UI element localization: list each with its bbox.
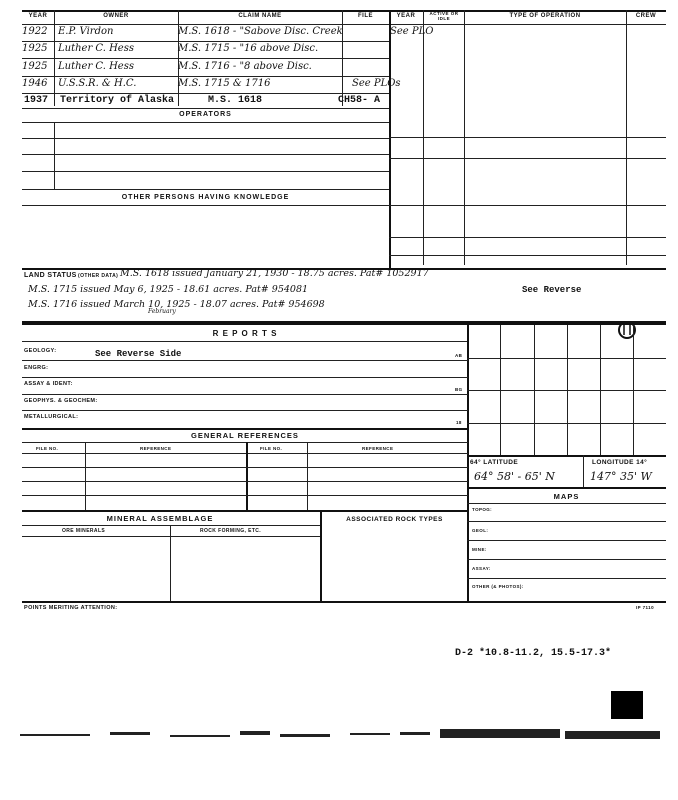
report-code-geology: AB (455, 353, 463, 358)
col-claim-name: CLAIM NAME (238, 13, 282, 19)
owner-row-3-claim: M.S. 1716 - "8 above Disc. (178, 61, 312, 72)
ref-header-file-no-2: FILE NO. (260, 446, 283, 451)
col-divider (170, 525, 171, 603)
reports-rule (22, 341, 468, 342)
maps-mine-label: MINE: (472, 547, 487, 552)
scan-noise (20, 726, 668, 748)
row-rule (22, 41, 389, 42)
col-divider (85, 442, 86, 510)
row-rule (22, 76, 389, 77)
row-rule (22, 467, 468, 468)
row-rule (22, 360, 468, 361)
row-rule (22, 428, 468, 430)
maps-geol-label: GEOL: (472, 528, 489, 533)
typed-row-file: CH58- A (338, 95, 381, 106)
grid-line (467, 390, 666, 391)
row-rule (389, 205, 666, 206)
row-rule (467, 540, 666, 541)
row-rule (467, 503, 666, 504)
redaction-block (611, 691, 643, 719)
report-label-geophys: GEOPHYS. & GEOCHEM: (24, 398, 98, 404)
grid-line (467, 455, 666, 457)
col-divider (389, 10, 391, 270)
land-status-line-1: M.S. 1618 issued January 21, 1930 - 18.75 acres. Pat# 1052917 (120, 268, 429, 279)
maps-other-label: OTHER (& PHOTOS): (472, 584, 524, 589)
row-rule (389, 158, 666, 159)
land-status-correction: February (148, 308, 176, 315)
points-meriting-attention-label: POINTS MERITING ATTENTION: (24, 605, 118, 611)
report-label-geology: GEOLOGY: (24, 348, 57, 354)
col-year: YEAR (28, 13, 48, 19)
row-rule (22, 442, 468, 443)
row-rule (22, 453, 468, 454)
operators-rule (22, 108, 389, 109)
row-rule (22, 58, 389, 59)
see-reverse-note: See Reverse (522, 285, 582, 295)
report-value-geology: See Reverse Side (95, 349, 182, 359)
ref-header-file-no-1: FILE NO. (36, 446, 59, 451)
row-rule (467, 578, 666, 579)
report-code-assay: BG (455, 387, 463, 392)
owner-row-3-owner: Luther C. Hess (58, 61, 134, 72)
col-type-of-operation: TYPE OF OPERATION (509, 13, 581, 19)
operators-title: OPERATORS (179, 111, 232, 118)
owner-row-2-owner: Luther C. Hess (58, 43, 134, 54)
col-ore-minerals: ORE MINERALS (62, 528, 106, 534)
owner-row-1-claim: M.S. 1618 - "Sabove Disc. Creek (178, 26, 343, 37)
row-rule (389, 255, 666, 256)
latitude-value: 64° 58' - 65' N (474, 470, 555, 483)
owner-row-1-owner: E.P. Virdon (58, 26, 114, 37)
ref-header-reference-1: REFERENCE (140, 446, 172, 451)
land-status-line-2: M.S. 1715 issued May 6, 1925 - 18.61 acres. Pat# 954081 (28, 284, 309, 295)
land-status-line-3: M.S. 1716 issued March 10, 1925 - 18.07 acres. Pat# 954698 (28, 299, 325, 310)
section-bar (22, 321, 666, 325)
footer-code: D-2 *10.8-11.2, 15.5-17.3* (455, 648, 612, 659)
roll-tab-icon (612, 318, 642, 340)
ref-header-reference-2: REFERENCE (362, 446, 394, 451)
col-divider (246, 442, 248, 510)
row-rule (467, 521, 666, 522)
header-rule (22, 24, 666, 25)
report-label-metallurgical: METALLURGICAL: (24, 414, 79, 420)
row-rule (22, 510, 468, 512)
row-rule (22, 394, 468, 395)
operators-rule (22, 122, 389, 123)
mineral-assemblage-title: MINERAL ASSEMBLAGE (106, 514, 214, 523)
row-rule (22, 525, 320, 526)
typed-row-claim: M.S. 1618 (208, 95, 263, 106)
col-crew: CREW (635, 13, 657, 19)
col-divider (583, 455, 584, 487)
latitude-label: 64° LATITUDE (470, 459, 519, 466)
col-divider (54, 122, 55, 190)
general-references-title: GENERAL REFERENCES (191, 431, 299, 440)
col-year-2: YEAR (396, 13, 416, 19)
bottom-rule (22, 601, 666, 603)
col-active-idle: ACTIVE OR IDLE (429, 11, 459, 21)
owner-row-4-year: 1946 (22, 78, 48, 89)
row-rule (22, 495, 468, 496)
row-rule (22, 377, 468, 378)
col-owner: OWNER (103, 13, 129, 19)
report-label-assay: ASSAY & IDENT: (24, 381, 73, 387)
row-rule (22, 205, 389, 206)
col-divider (467, 325, 469, 603)
row-rule (22, 536, 320, 537)
land-status-sub: (OTHER DATA) (78, 273, 119, 279)
row-rule (389, 237, 666, 238)
reports-title: R E P O R T S (212, 329, 278, 338)
associated-rock-types-title: ASSOCIATED ROCK TYPES (346, 516, 443, 523)
report-code-metallurgical: 18 (456, 420, 462, 425)
longitude-label: LONGITUDE 14° (592, 459, 648, 466)
maps-title: MAPS (553, 492, 580, 501)
row-rule (467, 559, 666, 560)
owner-row-4-owner: U.S.S.R. & H.C. (58, 78, 137, 89)
owner-row-3-year: 1925 (22, 61, 48, 72)
grid-line (467, 423, 666, 424)
form-code: IP 7110 (636, 605, 654, 610)
other-persons-title: OTHER PERSONS HAVING KNOWLEDGE (121, 194, 290, 201)
maps-assay-label: ASSAY: (472, 566, 491, 571)
row-rule (389, 137, 666, 138)
owner-row-4-claim: M.S. 1715 & 1716 (178, 78, 271, 89)
row-rule (22, 138, 389, 139)
col-file: FILE (358, 13, 373, 19)
owner-row-2-year: 1925 (22, 43, 48, 54)
col-divider (307, 442, 308, 510)
row-rule (22, 93, 389, 94)
report-label-engrg: ENGRG: (24, 365, 49, 371)
owner-row-4-file: See PLOs (352, 78, 401, 89)
typed-row-owner: Territory of Alaska (60, 95, 175, 106)
owner-row-1-file: See PLO (390, 26, 434, 37)
typed-row-year: 1937 (24, 95, 49, 106)
top-border (22, 10, 666, 12)
owner-row-2-claim: M.S. 1715 - "16 above Disc. (178, 43, 319, 54)
maps-topog-label: TOPOG: (472, 507, 493, 512)
longitude-value: 147° 35' W (590, 470, 652, 483)
row-rule (22, 189, 389, 190)
owner-row-1-year: 1922 (22, 26, 48, 37)
row-rule (22, 171, 389, 172)
row-rule (22, 154, 389, 155)
land-status-label: LAND STATUS (24, 272, 77, 279)
grid-line (467, 358, 666, 359)
row-rule (22, 410, 468, 411)
col-rock-forming: ROCK FORMING, ETC. (200, 528, 262, 534)
row-rule (467, 487, 666, 489)
row-rule (22, 481, 468, 482)
